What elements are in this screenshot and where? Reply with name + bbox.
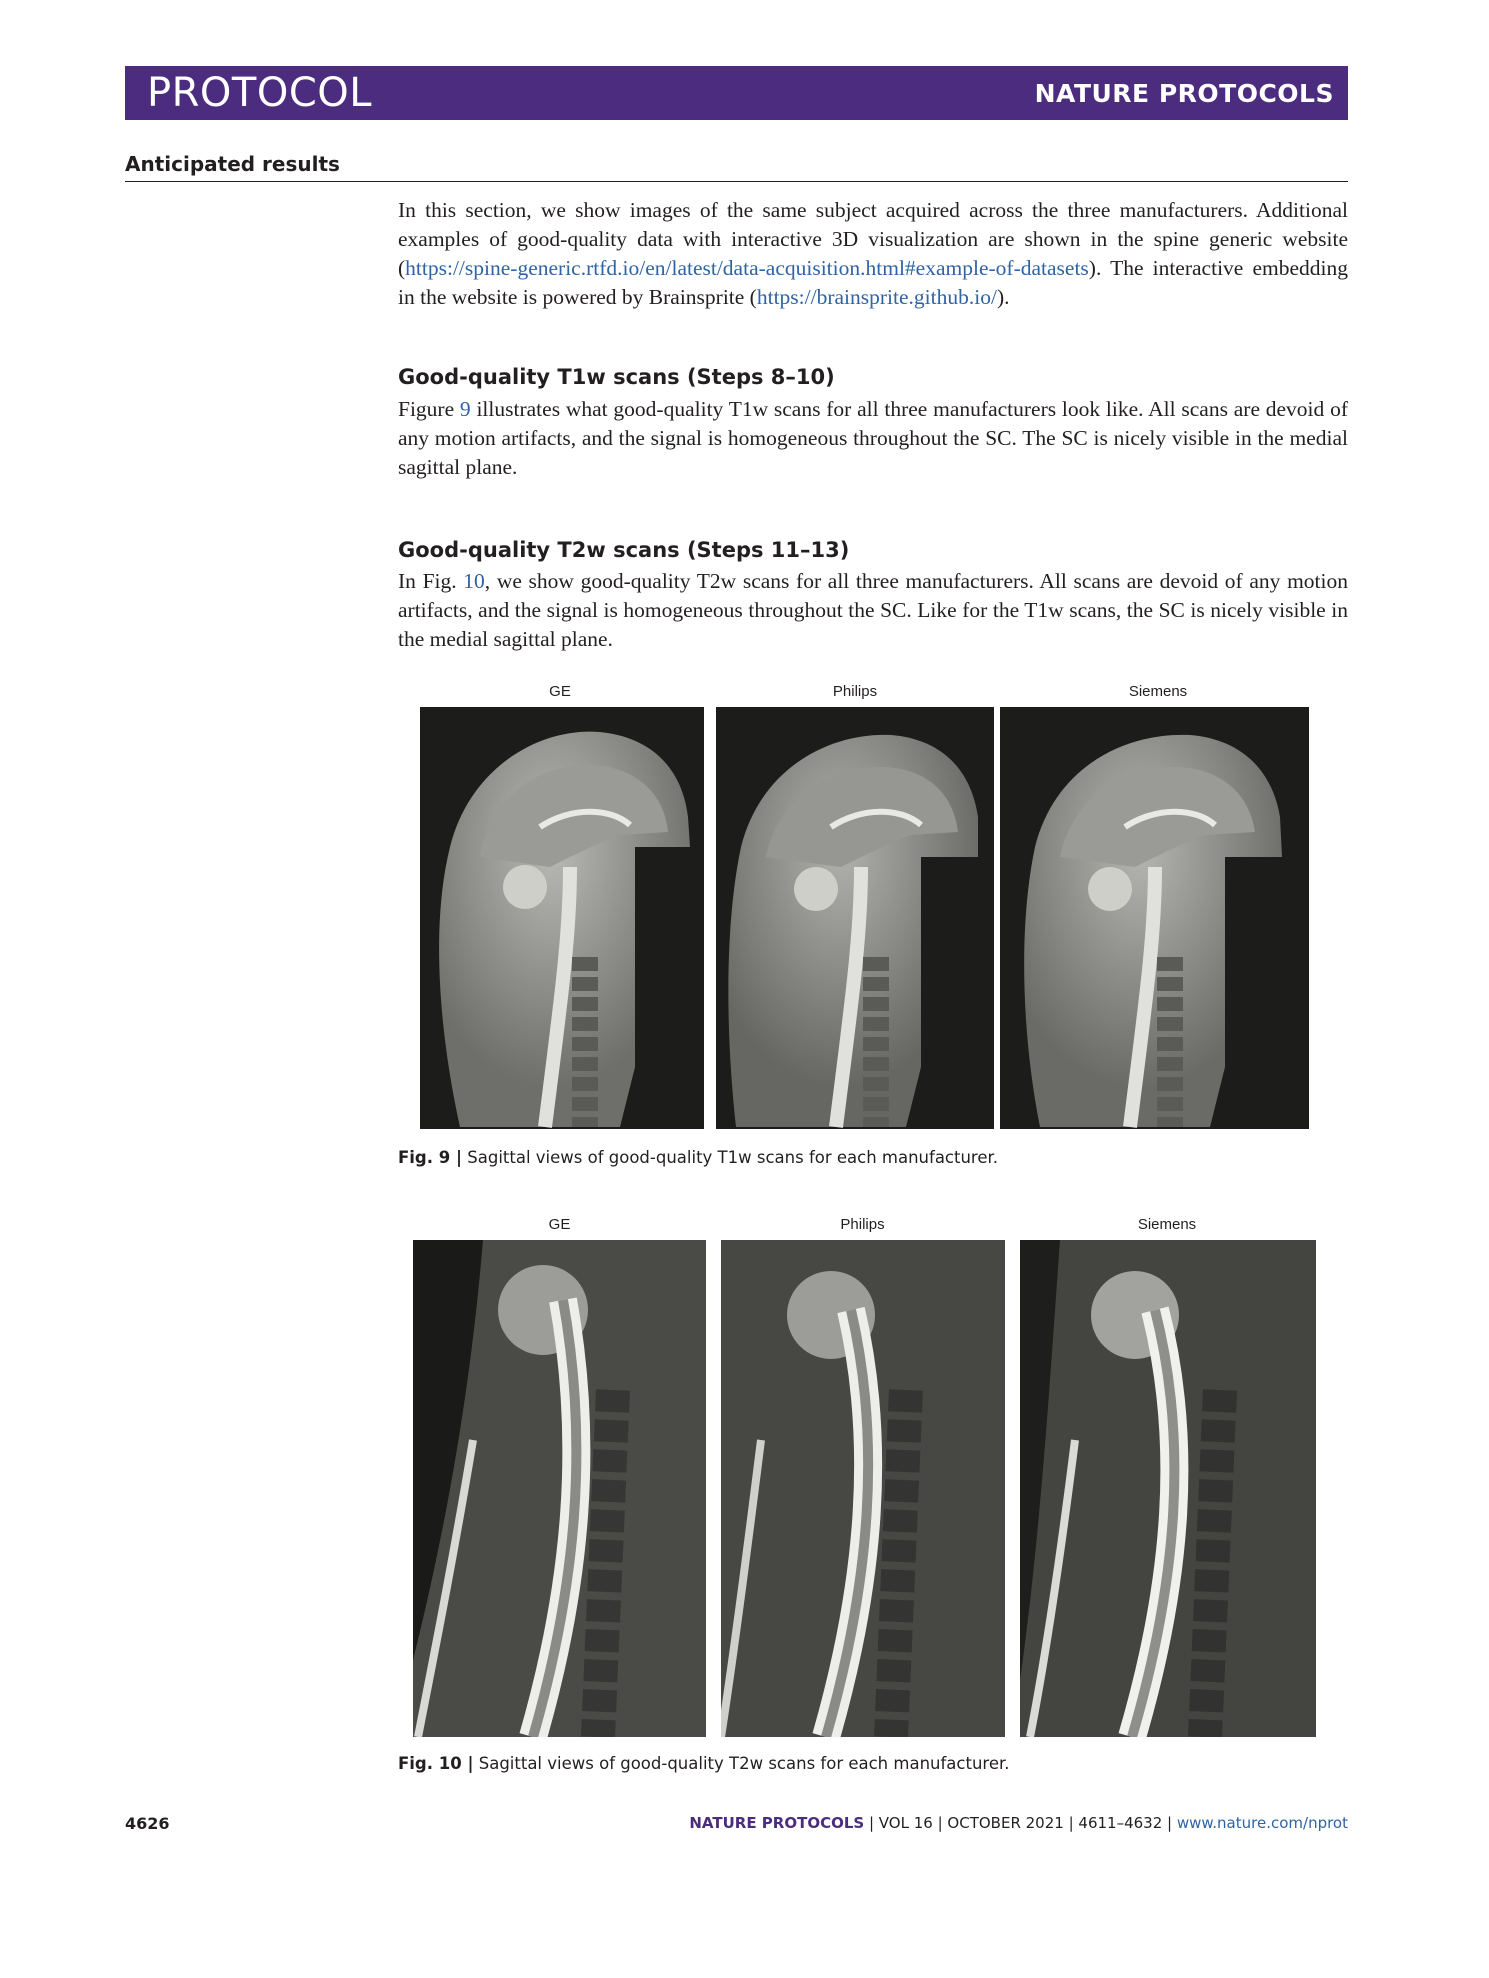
header-banner — [125, 66, 1348, 120]
footer-pages: 4611–4632 — [1078, 1814, 1163, 1832]
fig10-ref-link[interactable]: 10 — [463, 569, 485, 593]
footer-sep: | — [1063, 1814, 1079, 1832]
fig10-label-ge: GE — [548, 1216, 571, 1233]
t2w-text-b: , we show good-quality T2w scans for all three manufacturers. All scans are devoid of any motion artifacts, and the signal is homogeneous throughout the SC. Like for the T1w scans, the SC is nicely visible in the medial sagittal plane. — [398, 569, 1348, 651]
fig9-caption-text: Sagittal views of good-quality T1w scans for each manufacturer. — [467, 1148, 999, 1167]
journal-name: NATURE PROTOCOLS — [1034, 78, 1334, 108]
fig10-scan-ge — [413, 1240, 706, 1737]
fig10-scan-philips — [721, 1240, 1005, 1737]
t1w-subheading: Good-quality T1w scans (Steps 8–10) — [398, 365, 835, 389]
t1w-text-b: illustrates what good-quality T1w scans for all three manufacturers look like. All scans are devoid of any motion artifacts, and the signal is homogeneous throughout the SC. The SC is nicely visible in the medial sagittal plane. — [398, 397, 1348, 479]
fig10-caption-text: Sagittal views of good-quality T2w scans for each manufacturer. — [478, 1754, 1010, 1773]
footer-sep: | — [1162, 1814, 1177, 1832]
intro-text-1: In this section, we show images of the same subject acquired across the three manufacturers. Additional examples of good-quality data with interactive 3D visualization are shown in the spine generic website ( — [398, 198, 1348, 280]
t1w-text-a: Figure — [398, 397, 460, 421]
page-number: 4626 — [125, 1814, 170, 1833]
fig9-scan-ge — [420, 707, 704, 1129]
article-type: PROTOCOL — [147, 70, 373, 116]
t2w-ge-image — [413, 1240, 706, 1737]
fig9-ref-link[interactable]: 9 — [459, 397, 471, 421]
t1w-paragraph — [398, 395, 1348, 482]
footer-date: OCTOBER 2021 — [947, 1814, 1064, 1832]
footer-url-link[interactable]: www.nature.com/nprot — [1176, 1814, 1348, 1832]
fig9-label-ge: GE — [549, 683, 571, 700]
footer-citation — [689, 1814, 1348, 1832]
fig9-scan-philips — [716, 707, 994, 1129]
fig10-label-philips: Philips — [840, 1216, 885, 1233]
t1w-siemens-image — [1000, 707, 1309, 1129]
t1w-philips-image — [716, 707, 994, 1129]
fig10-caption-number: Fig. 10 | — [398, 1754, 474, 1773]
fig9-caption — [398, 1148, 998, 1167]
footer-sep: | — [864, 1814, 879, 1832]
fig9-label-philips: Philips — [832, 683, 878, 700]
footer-volume: VOL 16 — [878, 1814, 933, 1832]
t2w-subheading: Good-quality T2w scans (Steps 11–13) — [398, 538, 850, 562]
fig10-label-siemens: Siemens — [1137, 1216, 1197, 1233]
intro-text-3: ). — [996, 285, 1010, 309]
t2w-philips-image — [721, 1240, 1005, 1737]
fig9-label-siemens: Siemens — [1128, 683, 1188, 700]
intro-paragraph — [398, 196, 1348, 312]
section-heading: Anticipated results — [125, 152, 1348, 182]
t2w-paragraph — [398, 567, 1348, 654]
brainsprite-link[interactable]: https://brainsprite.github.io/ — [756, 285, 997, 309]
intro-text-2: ). The interactive embedding in the website is powered by Brainsprite ( — [398, 256, 1348, 309]
fig9-scan-siemens — [1000, 707, 1309, 1129]
footer-journal: NATURE PROTOCOLS — [689, 1814, 865, 1832]
footer-sep: | — [932, 1814, 948, 1832]
fig10-scan-siemens — [1020, 1240, 1316, 1737]
fig9-caption-number: Fig. 9 | — [398, 1148, 463, 1167]
t2w-text-a: In Fig. — [398, 569, 464, 593]
t1w-ge-image — [420, 707, 704, 1129]
spine-generic-link[interactable]: https://spine-generic.rtfd.io/en/latest/data-acquisition.html#example-of-datasets — [405, 256, 1089, 280]
fig10-caption — [398, 1754, 1010, 1773]
t2w-siemens-image — [1020, 1240, 1316, 1737]
